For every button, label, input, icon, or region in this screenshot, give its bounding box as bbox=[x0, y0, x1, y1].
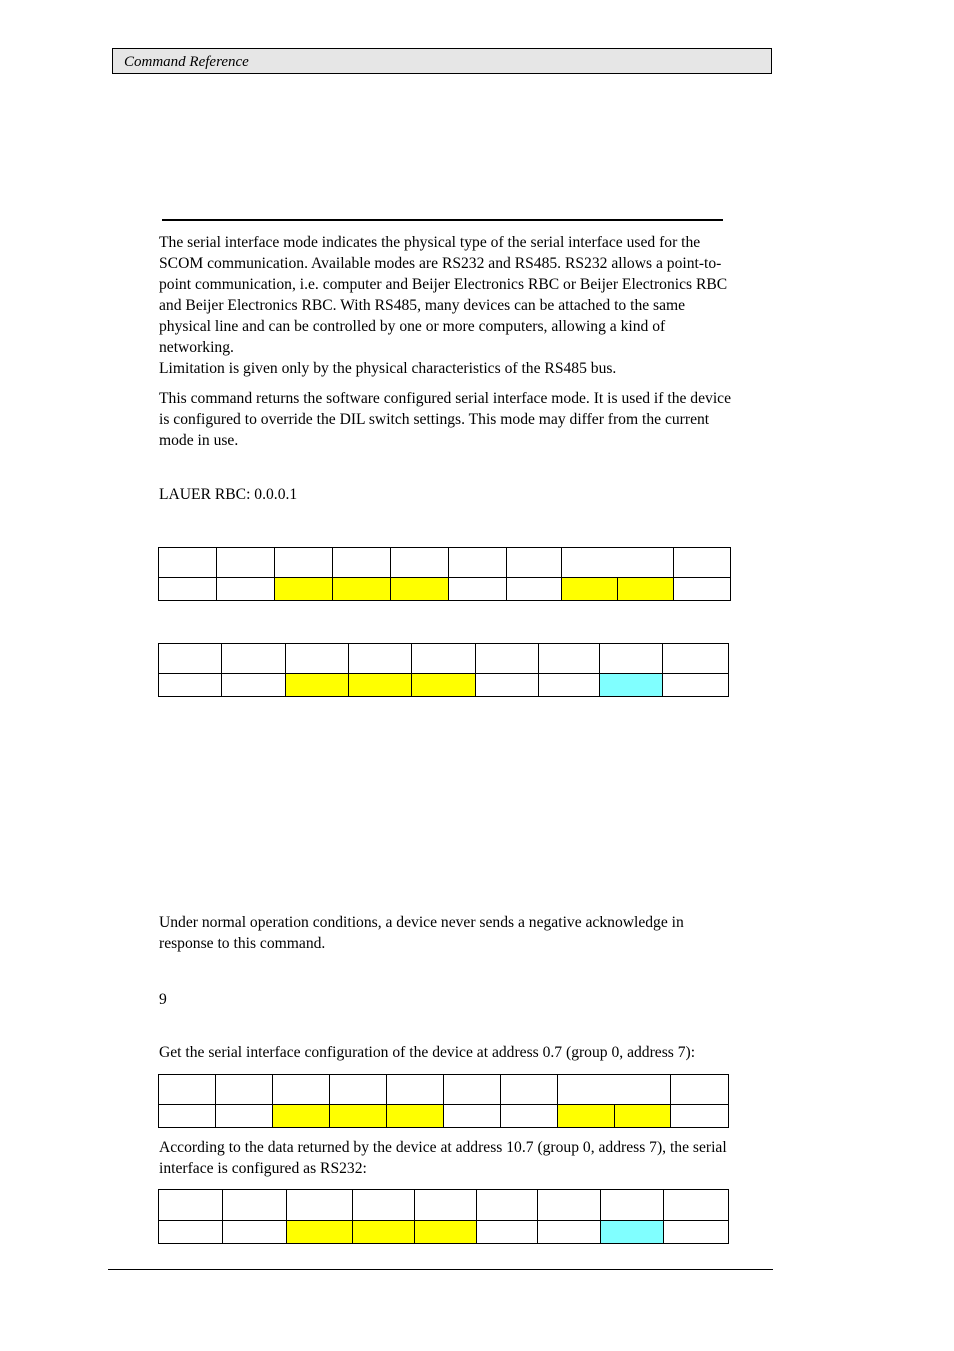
frame-cell bbox=[159, 644, 222, 674]
frame-cell bbox=[671, 1105, 729, 1128]
frame-header-row bbox=[159, 644, 729, 674]
frame-cell bbox=[330, 1075, 387, 1105]
frame-cell bbox=[562, 548, 674, 578]
frame-cell bbox=[159, 1105, 216, 1128]
frame-cell bbox=[538, 1190, 601, 1221]
header-title: Command Reference bbox=[124, 54, 249, 70]
page-header bbox=[112, 48, 772, 74]
frame-cell bbox=[477, 1190, 538, 1221]
frame-cell-highlight bbox=[618, 578, 674, 601]
frame-cell bbox=[286, 644, 349, 674]
frame-cell bbox=[216, 1075, 273, 1105]
footer-rule bbox=[108, 1269, 773, 1270]
frame-header-row bbox=[159, 548, 731, 578]
command-code: 9 bbox=[159, 991, 167, 1008]
frame-cell bbox=[223, 1221, 287, 1244]
frame-cell bbox=[538, 1221, 601, 1244]
frame-cell bbox=[601, 1190, 664, 1221]
frame-cell bbox=[387, 1075, 444, 1105]
example-result-text: According to the data returned by the device at address 10.7 (group 0, address 7), the serial interface is configured as RS232: bbox=[159, 1139, 727, 1177]
frame-cell bbox=[216, 1105, 273, 1128]
frame-cell bbox=[353, 1190, 415, 1221]
frame-cell-highlight bbox=[387, 1105, 444, 1128]
frame-cell-data bbox=[601, 1221, 664, 1244]
example-response-frame-table bbox=[158, 1189, 729, 1244]
frame-cell bbox=[663, 644, 729, 674]
frame-cell bbox=[539, 644, 600, 674]
frame-cell bbox=[663, 674, 729, 697]
frame-value-row bbox=[159, 1105, 729, 1128]
frame-cell-highlight bbox=[333, 578, 391, 601]
frame-cell bbox=[159, 1221, 223, 1244]
frame-value-row bbox=[159, 578, 731, 601]
frame-cell-highlight bbox=[412, 674, 476, 697]
frame-cell bbox=[507, 578, 562, 601]
frame-cell bbox=[159, 548, 217, 578]
frame-cell-highlight bbox=[615, 1105, 671, 1128]
frame-cell bbox=[671, 1075, 729, 1105]
frame-cell bbox=[159, 1190, 223, 1221]
frame-cell-highlight bbox=[562, 578, 618, 601]
frame-cell-highlight bbox=[558, 1105, 615, 1128]
frame-cell bbox=[159, 578, 217, 601]
frame-cell-highlight bbox=[275, 578, 333, 601]
frame-cell bbox=[664, 1221, 729, 1244]
frame-cell-highlight bbox=[353, 1221, 415, 1244]
frame-cell bbox=[444, 1105, 501, 1128]
frame-cell bbox=[415, 1190, 477, 1221]
frame-cell bbox=[539, 674, 600, 697]
frame-cell bbox=[217, 578, 275, 601]
frame-cell-data bbox=[600, 674, 663, 697]
frame-cell bbox=[674, 578, 731, 601]
frame-cell bbox=[412, 644, 476, 674]
frame-cell bbox=[159, 674, 222, 697]
example-request-frame-table bbox=[158, 1074, 729, 1128]
frame-header-row bbox=[159, 1075, 729, 1105]
frame-cell bbox=[349, 644, 412, 674]
response-frame-table bbox=[158, 643, 729, 697]
frame-value-row bbox=[159, 674, 729, 697]
frame-cell-highlight bbox=[330, 1105, 387, 1128]
frame-cell bbox=[275, 548, 333, 578]
frame-cell-highlight bbox=[287, 1221, 353, 1244]
frame-cell bbox=[217, 548, 275, 578]
frame-cell bbox=[477, 1221, 538, 1244]
frame-cell bbox=[501, 1105, 558, 1128]
frame-cell bbox=[223, 1190, 287, 1221]
section-rule bbox=[162, 219, 723, 221]
frame-cell bbox=[222, 644, 286, 674]
frame-cell bbox=[507, 548, 562, 578]
negative-ack-text: Under normal operation conditions, a device never sends a negative acknowledge in response to this command. bbox=[159, 914, 684, 952]
frame-cell bbox=[159, 1075, 216, 1105]
frame-cell bbox=[674, 548, 731, 578]
frame-cell-highlight bbox=[349, 674, 412, 697]
frame-cell bbox=[501, 1075, 558, 1105]
request-frame-table bbox=[158, 547, 731, 601]
frame-cell bbox=[476, 644, 539, 674]
compatibility-text: LAUER RBC: 0.0.0.1 bbox=[159, 486, 298, 503]
frame-cell bbox=[444, 1075, 501, 1105]
frame-cell bbox=[287, 1190, 353, 1221]
frame-cell-highlight bbox=[286, 674, 349, 697]
frame-cell-highlight bbox=[273, 1105, 330, 1128]
frame-cell bbox=[273, 1075, 330, 1105]
frame-header-row bbox=[159, 1190, 729, 1221]
frame-cell bbox=[558, 1075, 671, 1105]
frame-cell bbox=[333, 548, 391, 578]
example-intro: Get the serial interface configuration of the device at address 0.7 (group 0, address 7): bbox=[159, 1044, 696, 1061]
frame-cell bbox=[449, 548, 507, 578]
frame-cell bbox=[664, 1190, 729, 1221]
description-paragraph-1: The serial interface mode indicates the physical type of the serial interface used for the SCOM communication. Available modes are RS232 and RS485. RS232 allows a point-to-point communication, i.e. computer and Beijer Electronics RBC or Beijer Electronics RBC and Beijer Electronics RBC. With RS485, many devices can be attached to the same physical line and can be controlled by one or more computers, allowing a kind of networking. bbox=[159, 234, 728, 356]
frame-cell-highlight bbox=[415, 1221, 477, 1244]
description-paragraph-3: This command returns the software configured serial interface mode. It is used if the device is configured to override the DIL switch settings. This mode may differ from the current mode in use. bbox=[159, 390, 731, 449]
frame-value-row bbox=[159, 1221, 729, 1244]
frame-cell bbox=[449, 578, 507, 601]
frame-cell bbox=[222, 674, 286, 697]
frame-cell bbox=[600, 644, 663, 674]
frame-cell-highlight bbox=[391, 578, 449, 601]
description-paragraph-2: Limitation is given only by the physical characteristics of the RS485 bus. bbox=[159, 360, 617, 377]
frame-cell bbox=[391, 548, 449, 578]
frame-cell bbox=[476, 674, 539, 697]
